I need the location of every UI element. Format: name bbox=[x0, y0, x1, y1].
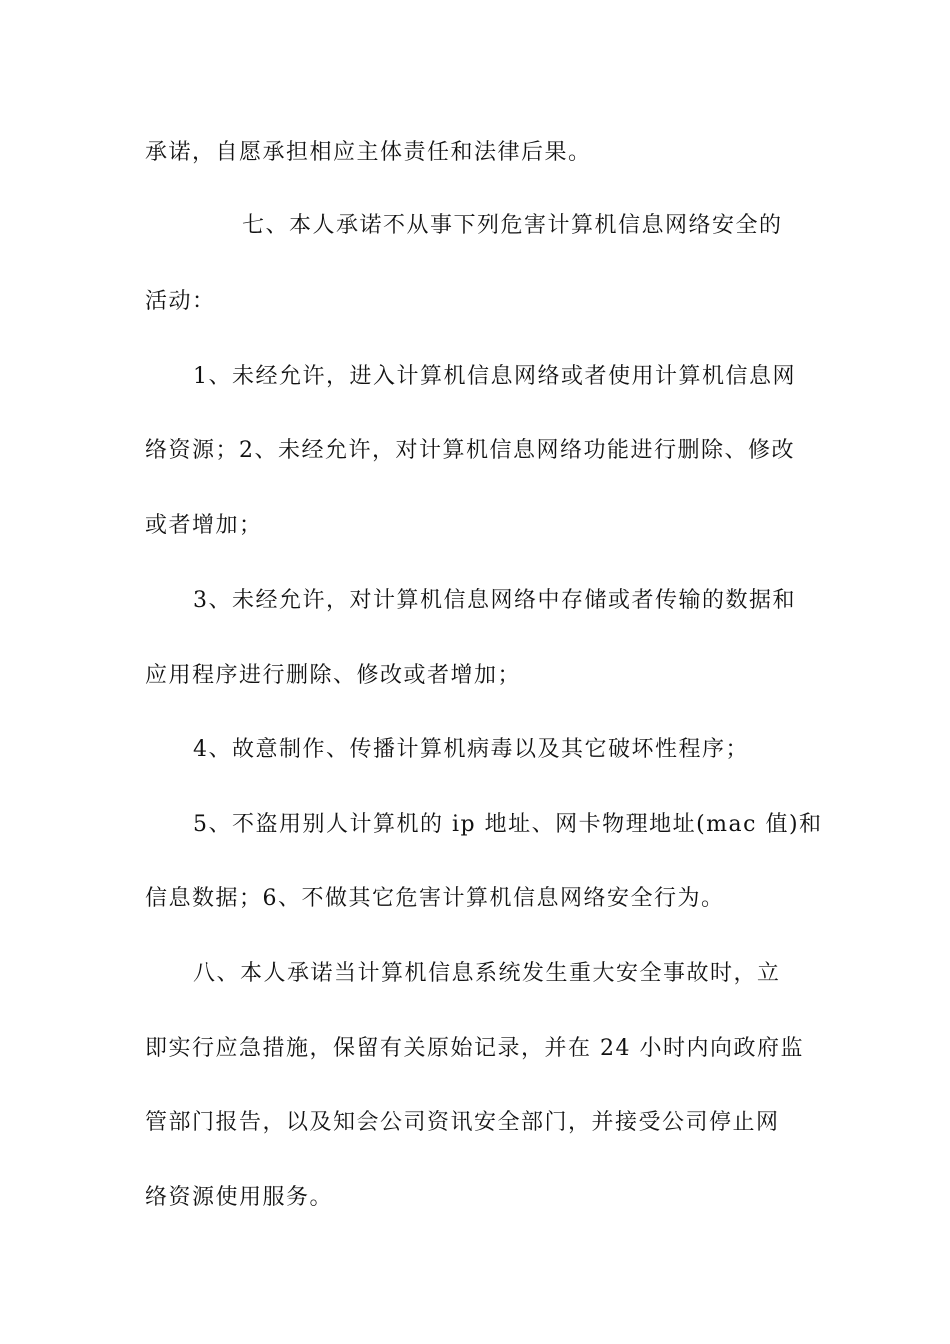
text-line-1: 承诺，自愿承担相应主体责任和法律后果。 bbox=[145, 140, 592, 165]
text-line-2: 七、本人承诺不从事下列危害计算机信息网络安全的 bbox=[242, 213, 783, 238]
text-line-10: 5、不盗用别人计算机的 ip 地址、网卡物理地址(mac 值)和 bbox=[193, 812, 823, 837]
text-line-5: 络资源；2、未经允许，对计算机信息网络功能进行删除、修改 bbox=[145, 438, 795, 463]
text-line-3: 活动： bbox=[145, 289, 216, 314]
text-line-9: 4、故意制作、传播计算机病毒以及其它破坏性程序； bbox=[193, 737, 749, 762]
text-line-6: 或者增加； bbox=[145, 513, 263, 538]
text-line-15: 络资源使用服务。 bbox=[145, 1185, 334, 1210]
text-line-14: 管部门报告，以及知会公司资讯安全部门，并接受公司停止网 bbox=[145, 1110, 780, 1135]
text-line-8: 应用程序进行删除、修改或者增加； bbox=[145, 663, 522, 688]
text-line-12: 八、本人承诺当计算机信息系统发生重大安全事故时，立 bbox=[193, 961, 781, 986]
text-line-11: 信息数据；6、不做其它危害计算机信息网络安全行为。 bbox=[145, 886, 725, 911]
text-line-7: 3、未经允许，对计算机信息网络中存储或者传输的数据和 bbox=[193, 588, 796, 613]
text-line-13: 即实行应急措施，保留有关原始记录，并在 24 小时内向政府监 bbox=[145, 1036, 804, 1061]
text-line-4: 1、未经允许，进入计算机信息网络或者使用计算机信息网 bbox=[193, 364, 796, 389]
